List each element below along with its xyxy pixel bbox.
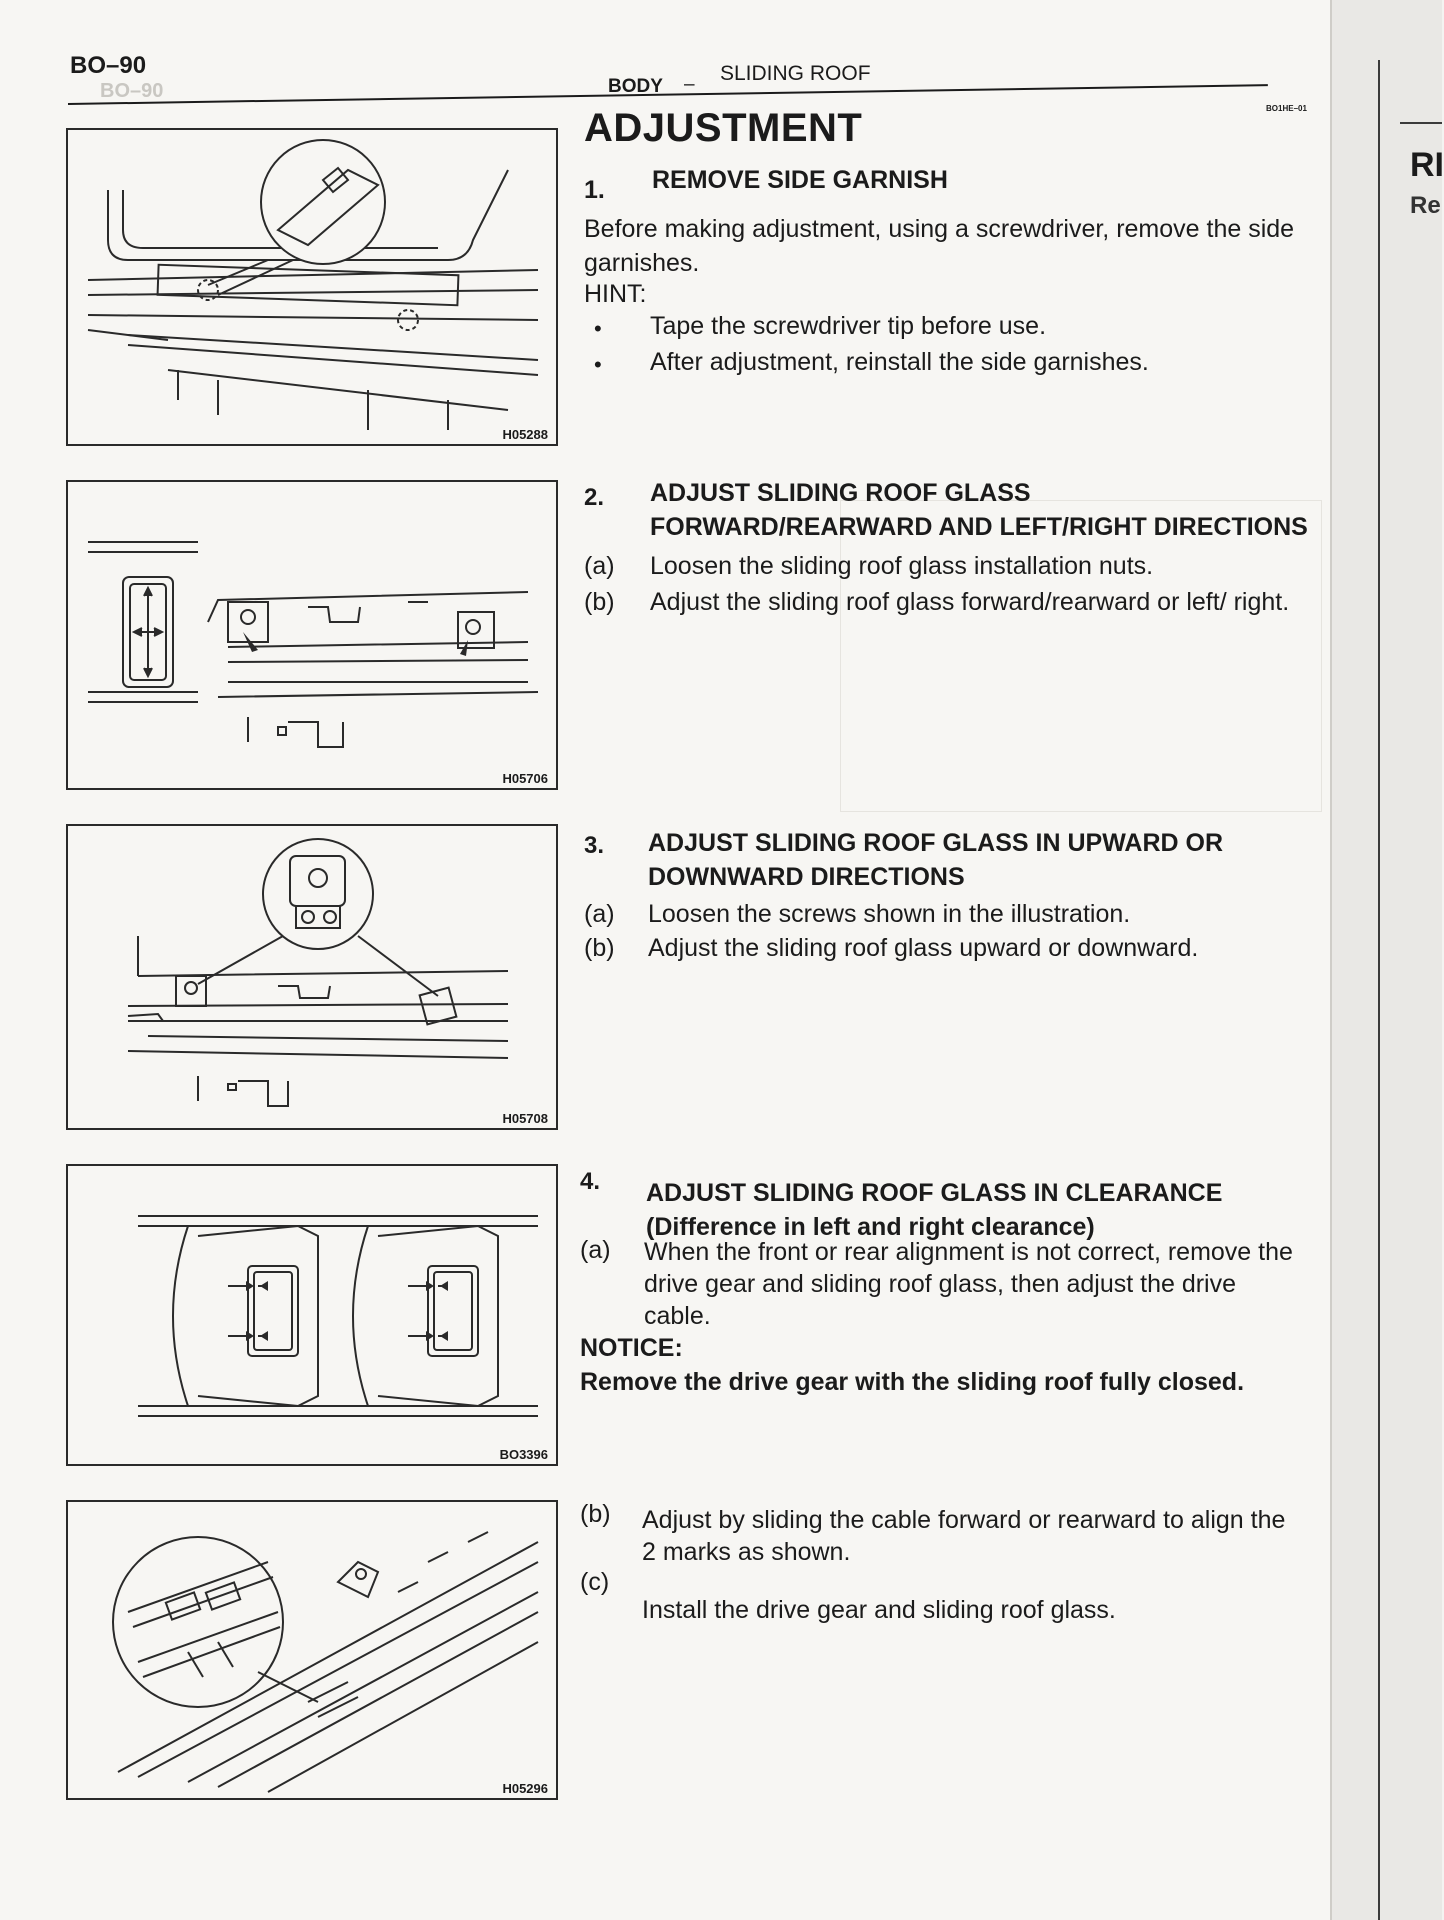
step-2-number: 2. xyxy=(584,484,605,511)
step-1-body: Before making adjustment, using a screwdriver, remove the side garnishes. xyxy=(584,215,1295,277)
facing-page-rule xyxy=(1400,122,1442,124)
header-rule xyxy=(68,84,1268,105)
step-4b-text: Adjust by sliding the cable forward or rearward to align the 2 marks as shown. xyxy=(642,1506,1286,1566)
notice-label: NOTICE: xyxy=(580,1334,683,1362)
side-garnish-illustration xyxy=(68,130,556,444)
step-4b-label: (b) xyxy=(580,1500,611,1528)
step-2b-label: (b) xyxy=(584,588,615,616)
figure-cable-alignment xyxy=(66,1500,558,1800)
step-1-heading: REMOVE SIDE GARNISH xyxy=(652,166,948,194)
notice-text: Remove the drive gear with the sliding roof fully closed. xyxy=(580,1368,1245,1396)
figure-side-garnish xyxy=(66,128,558,446)
facing-page-border xyxy=(1378,60,1380,1920)
header-title: SLIDING ROOF xyxy=(720,62,871,85)
page-number: BO–90 xyxy=(70,52,147,79)
step-4c-label: (c) xyxy=(580,1568,610,1596)
facing-page-text-fragment: Re xyxy=(1410,192,1441,219)
step-3-number: 3. xyxy=(584,832,605,859)
step-2a-text: Loosen the sliding roof glass installation nuts. xyxy=(650,552,1154,580)
hint-label: HINT: xyxy=(584,280,647,308)
figure-upward-downward-adjust xyxy=(66,824,558,1130)
step-4a-label: (a) xyxy=(580,1236,611,1264)
step-1-number: 1. xyxy=(584,176,605,204)
figure-clearance-adjust xyxy=(66,1164,558,1466)
facing-page-heading-fragment: RI xyxy=(1410,146,1444,184)
hint-bullet-2: After adjustment, reinstall the side garnishes. xyxy=(650,348,1149,376)
adjustment-title: ADJUSTMENT xyxy=(584,106,863,150)
header-code: BO1HE–01 xyxy=(1266,104,1307,113)
step-3-heading: ADJUST SLIDING ROOF GLASS IN UPWARD OR DOWNWARD DIRECTIONS xyxy=(648,829,1224,891)
step-2a-label: (a) xyxy=(584,552,615,580)
step-4-number: 4. xyxy=(580,1168,601,1195)
step-4-subheading: (Difference in left and right clearance) xyxy=(646,1213,1095,1241)
upward-downward-illustration xyxy=(68,826,556,1128)
figure-code: H05708 xyxy=(502,1111,548,1126)
facing-page-edge xyxy=(1330,0,1442,1920)
figure-forward-rearward-adjust xyxy=(66,480,558,790)
step-4-heading: ADJUST SLIDING ROOF GLASS IN CLEARANCE xyxy=(646,1179,1223,1207)
figure-code: H05296 xyxy=(502,1781,548,1796)
step-2-heading: ADJUST SLIDING ROOF GLASS FORWARD/REARWARD AND LEFT/RIGHT DIRECTIONS xyxy=(650,479,1308,541)
step-3a-label: (a) xyxy=(584,900,615,928)
figure-code: H05288 xyxy=(502,427,548,442)
figure-code: H05706 xyxy=(502,771,548,786)
step-3b-label: (b) xyxy=(584,934,615,962)
step-4a-text: When the front or rear alignment is not correct, remove the drive gear and sliding roof glass, then adjust the drive cable. xyxy=(644,1238,1293,1330)
bleed-through-page-number: BO–90 xyxy=(100,80,164,102)
cable-alignment-illustration xyxy=(68,1502,556,1798)
header-dash: – xyxy=(684,74,695,95)
header-section: BODY xyxy=(608,76,663,97)
step-3b-text: Adjust the sliding roof glass upward or downward. xyxy=(648,934,1199,962)
step-2b-text: Adjust the sliding roof glass forward/rearward or left/ right. xyxy=(650,588,1290,616)
step-3a-text: Loosen the screws shown in the illustration. xyxy=(648,900,1131,928)
step-4c-text: Install the drive gear and sliding roof glass. xyxy=(642,1596,1116,1624)
hint-bullet-1: Tape the screwdriver tip before use. xyxy=(650,312,1047,340)
bullet-icon: • xyxy=(594,352,602,377)
figure-code: BO3396 xyxy=(499,1447,548,1462)
bleed-through-illustration xyxy=(840,500,1322,812)
bullet-icon: • xyxy=(594,316,602,341)
clearance-illustration xyxy=(68,1166,556,1464)
forward-rearward-illustration xyxy=(68,482,556,788)
